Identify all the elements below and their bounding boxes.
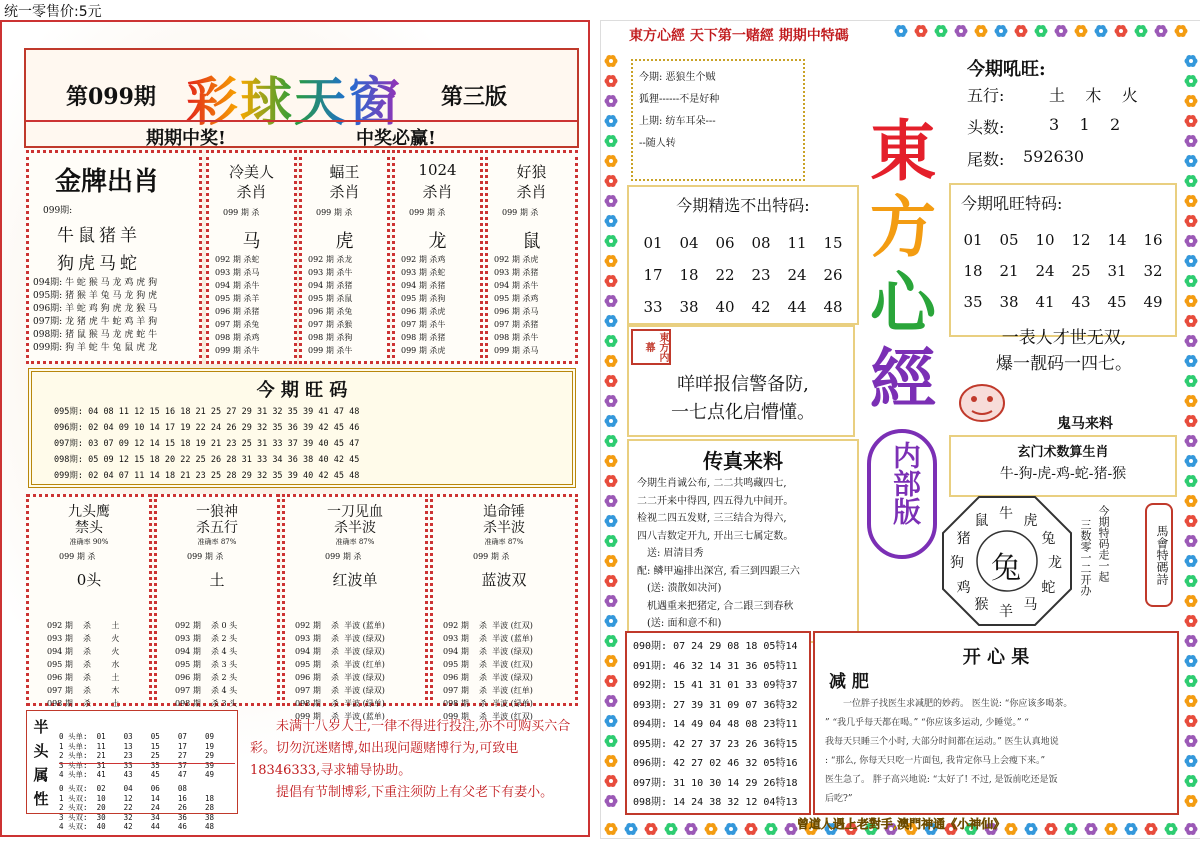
kill-col-sub: 099 期 杀 xyxy=(502,208,539,217)
bottom-row: 096 期 杀 半波 (绿双) xyxy=(443,673,533,682)
bagua-zodiac: 牛 xyxy=(999,506,1013,522)
joke-line: 医生急了。 胖子高兴地说: “太好了! 不过, 是饭前吃还是饭 xyxy=(825,775,1058,785)
fax-line: 机遇重来把猪定, 合二跟三到春秋 xyxy=(647,600,794,612)
number-cell: 15 xyxy=(823,234,843,252)
fax-title: 传真来料 xyxy=(703,449,783,473)
bottom-row: 097 期 杀 4 头 xyxy=(175,686,238,695)
wang-box xyxy=(28,368,576,488)
number-cell: 24 xyxy=(787,266,807,284)
bottom-col-title: 一刀见血 xyxy=(327,504,383,520)
kill-col-title: 好狼 xyxy=(516,163,547,181)
number-cell: 35 xyxy=(963,293,983,311)
bottom-row: 093 期 杀 半波 (绿双) xyxy=(295,634,385,643)
bottom-row: 092 期 杀 半波 (蓝单) xyxy=(295,621,385,630)
right-panel xyxy=(600,20,1200,839)
kill-col-1 xyxy=(206,150,297,364)
bottom-col-subtitle: 禁头 xyxy=(75,520,103,536)
bottom-col-subtitle: 杀半波 xyxy=(334,520,376,536)
bottom-col-subtitle: 杀半波 xyxy=(483,520,525,536)
kill-col-answer: 虎 xyxy=(335,231,354,252)
jingxuan-numbers xyxy=(635,227,855,323)
edition-label: 第三版 xyxy=(441,84,508,110)
kill-col-subtitle: 杀肖 xyxy=(329,183,360,201)
history-row: 096期: 42 27 02 46 32 05特16 xyxy=(633,758,798,769)
big-title xyxy=(863,113,943,417)
big-title-char: 經 xyxy=(870,340,936,418)
bagua-zodiac: 兔 xyxy=(1041,530,1056,547)
hou-tou-label: 头数: xyxy=(967,118,1005,137)
bottom-col-subtitle: 杀五行 xyxy=(196,520,238,536)
history-row: 091期: 46 32 14 31 36 05特11 xyxy=(633,660,798,672)
bottom-col-title: 一狼神 xyxy=(196,504,238,520)
kill-row: 096 期 杀猪 xyxy=(215,307,260,316)
number-cell: 06 xyxy=(715,234,735,252)
half-head-char: 头 xyxy=(33,742,49,760)
half-head-char: 属 xyxy=(33,766,49,784)
houte-numbers xyxy=(955,225,1175,318)
bottom-row: 099 期 杀 半波 (红双) xyxy=(443,712,533,721)
kill-row: 097 期 杀牛 xyxy=(401,320,446,329)
joke-line: 后吃?” xyxy=(825,794,853,804)
bottom-row: 097 期 杀 半波 (绿双) xyxy=(295,686,385,695)
bagua-zodiac: 鼠 xyxy=(974,512,989,529)
bagua-zodiac: 马 xyxy=(1023,597,1038,614)
half-head-row: 3 头双: 30 32 34 36 38 xyxy=(59,812,214,822)
hou-wuxing: 土 木 火 xyxy=(1049,86,1138,105)
half-head-row: 1 头单: 11 13 15 17 19 xyxy=(59,741,214,751)
half-head-row: 0 头双: 02 04 06 08 xyxy=(59,784,187,793)
half-head-row: 1 头双: 10 12 14 16 18 xyxy=(59,793,214,803)
number-cell: 04 xyxy=(679,234,699,252)
notice-main: 未满十八岁人士,一律不得进行投注,亦不可购买六合彩。切勿沉迷赌博,如出现问题赌博行为,可致电18346333,寻求辅导协助。 xyxy=(250,719,571,778)
fax-line: 送: 眉清目秀 xyxy=(647,548,704,559)
joke-line: : “那么, 你每天只吃一片面包, 我肯定你马上会瘦下来。” xyxy=(825,756,1046,766)
joke-line: ” “我几乎每天都在喝。” “你应该多运动, 少睡觉。” “ xyxy=(825,718,1029,728)
kill-col-answer: 龙 xyxy=(428,231,447,252)
number-cell: 44 xyxy=(787,298,807,316)
bagua-zodiac: 羊 xyxy=(999,604,1013,620)
bottom-row: 096 期 杀 2 头 xyxy=(175,673,238,682)
joke-title: 开 心 果 xyxy=(962,647,1030,668)
fax-line: 二二开来中得四, 四五得九中间开。 xyxy=(637,495,794,507)
riddle-line: 今期: 恶狼生个贼 xyxy=(639,72,716,83)
poem-line: 爆一靓码一四七。 xyxy=(996,354,1132,374)
kill-col-title: 1024 xyxy=(418,161,457,179)
kill-col-title: 蝠王 xyxy=(329,163,360,181)
dongfang-stamp: 東方内幕 xyxy=(631,329,671,365)
half-head-divider xyxy=(59,763,235,764)
gold-history-row: 097期: 龙 猪 虎 牛 蛇 鸡 羊 狗 xyxy=(33,317,158,327)
guima-label: 鬼马来料 xyxy=(1057,416,1113,432)
bottom-col-answer: 土 xyxy=(209,571,225,589)
hou-wei-label: 尾数: xyxy=(967,150,1005,169)
history-row: 098期: 14 24 38 32 12 04特13 xyxy=(633,797,798,808)
bottom-row: 096 期 杀 土 xyxy=(47,673,120,682)
kill-row: 094 期 杀牛 xyxy=(494,281,539,290)
houte-title: 今期吼旺特码: xyxy=(961,194,1063,213)
bottom-row: 095 期 杀 半波 (红双) xyxy=(443,660,533,669)
number-cell: 11 xyxy=(787,234,807,252)
joke-line: 一位胖子找医生求减肥的妙药。 医生说: “你应该多喝茶。 xyxy=(843,699,1073,709)
joke-subtitle: 减 肥 xyxy=(829,672,869,692)
kill-col-rows xyxy=(308,253,352,357)
kill-row: 097 期 杀兔 xyxy=(215,320,260,329)
half-head-shuang xyxy=(59,765,214,851)
number-cell: 24 xyxy=(1035,262,1055,280)
history-row: 094期: 14 49 04 48 08 23特11 xyxy=(633,719,798,730)
gold-history-row: 096期: 羊 蛇 鸡 狗 虎 龙 猴 马 xyxy=(33,304,158,314)
bottom-row: 094 期 杀 火 xyxy=(47,647,120,656)
bagua-zodiac: 猪 xyxy=(956,530,971,547)
number-cell: 21 xyxy=(999,262,1019,280)
half-head-box xyxy=(26,710,238,831)
bottom-row: 097 期 杀 木 xyxy=(47,686,120,695)
kill-row: 095 期 杀鼠 xyxy=(308,294,353,303)
bottom-row: 092 期 杀 半波 (红双) xyxy=(443,621,533,630)
kill-col-3 xyxy=(392,150,483,364)
bottom-row: 099 期 杀 半波 (蓝单) xyxy=(295,712,385,721)
wang-row: 099期: 02 04 07 11 14 18 21 23 25 28 29 32 35 39 40 42 45 48 xyxy=(54,471,360,481)
bagua-zodiac: 狗 xyxy=(950,555,964,571)
riddle-box xyxy=(631,59,805,181)
number-cell: 40 xyxy=(715,298,735,316)
big-title-char: 東 xyxy=(870,112,936,190)
poem-line: 咩咩报信警备防, xyxy=(677,374,809,395)
half-head-char: 性 xyxy=(33,790,49,808)
big-title-char: 心 xyxy=(870,264,936,342)
logo-title: 彩球天窗 xyxy=(186,60,402,135)
kill-col-answer: 马 xyxy=(242,231,261,252)
left-panel xyxy=(0,20,590,837)
bagua-ring xyxy=(939,493,1075,629)
kill-row: 096 期 杀虎 xyxy=(401,307,446,316)
bagua-zodiac: 虎 xyxy=(1023,512,1038,529)
number-cell: 23 xyxy=(751,266,771,284)
vertical-text-1: 今期特码走一起 xyxy=(1097,505,1110,582)
number-cell: 08 xyxy=(751,234,771,252)
half-head-char: 半 xyxy=(33,718,49,736)
banner-text: 東方心經 天下第一赌經 期期中特碼 xyxy=(629,28,849,44)
wang-title: 今 期 旺 码 xyxy=(256,380,348,401)
fax-lines xyxy=(637,475,800,633)
kill-row: 098 期 杀狗 xyxy=(308,333,353,342)
bottom-col-sub: 099 期 杀 xyxy=(473,552,510,561)
fax-line: 今期生肖诚公布, 二二共鸣藏四七, xyxy=(637,478,787,489)
kill-col-title: 冷美人 xyxy=(228,163,274,181)
kill-row: 097 期 杀猴 xyxy=(308,320,353,329)
bottom-row: 098 期 杀 3 头 xyxy=(175,699,238,708)
bagua-zodiac: 猴 xyxy=(974,597,989,614)
gold-line2: 狗虎马蛇 xyxy=(57,254,141,274)
number-cell: 05 xyxy=(999,231,1019,249)
fax-line: (送: 溃散如决河) xyxy=(647,583,722,594)
number-cell: 18 xyxy=(679,266,699,284)
bottom-col-rate: 准确率 87% xyxy=(197,538,237,546)
number-cell: 10 xyxy=(1035,231,1055,249)
hou-tou: 3 1 2 xyxy=(1049,115,1121,134)
gold-history-row: 098期: 猪 鼠 猴 马 龙 虎 蛇 牛 xyxy=(33,330,158,340)
bottom-row: 093 期 杀 半波 (蓝单) xyxy=(443,634,533,643)
bagua-zodiac: 龙 xyxy=(1048,555,1062,571)
joke-box xyxy=(813,631,1179,815)
kill-row: 099 期 杀虎 xyxy=(401,346,446,355)
kill-col-subtitle: 杀肖 xyxy=(236,183,267,201)
xuanmen-box xyxy=(949,435,1177,497)
slogan-2: 中奖必赢! xyxy=(356,128,436,149)
wang-row: 095期: 04 08 11 12 15 16 18 21 25 27 29 31 32 35 39 41 47 48 xyxy=(54,407,360,417)
number-cell: 43 xyxy=(1071,293,1091,311)
number-cell: 32 xyxy=(1143,262,1163,280)
kill-row: 098 期 杀鸡 xyxy=(215,333,260,342)
history-row: 092期: 15 41 31 01 33 09特37 xyxy=(633,680,798,691)
kill-col-sub: 099 期 杀 xyxy=(316,208,353,217)
kill-row: 098 期 杀猪 xyxy=(401,333,446,342)
kill-row: 092 期 杀鸡 xyxy=(401,255,446,264)
half-head-row: 4 头双: 40 42 44 46 48 xyxy=(59,822,214,831)
kill-row: 098 期 杀牛 xyxy=(494,333,539,342)
bottom-row: 092 期 杀 0 头 xyxy=(175,621,238,630)
poem-line: 一七点化启懵懂。 xyxy=(671,402,815,423)
bottom-row: 093 期 杀 火 xyxy=(47,634,120,643)
hou-wuxing-label: 五行: xyxy=(967,86,1005,105)
joke-line: 我每天只睡三个小时, 大部分时间都在运动。” 医生认真地说 xyxy=(825,737,1059,747)
gold-issue: 099期: xyxy=(43,206,73,216)
number-cell: 38 xyxy=(999,293,1019,311)
kill-col-rows xyxy=(215,253,259,357)
wang-rows xyxy=(54,404,359,484)
half-head-row: 3 头单: 31 33 35 37 39 xyxy=(59,760,214,770)
kill-row: 093 期 杀猪 xyxy=(494,268,539,277)
hou-title: 今期吼旺: xyxy=(967,59,1046,80)
vertical-text-2: 三数零一二开办 xyxy=(1079,519,1092,596)
number-cell: 45 xyxy=(1107,293,1127,311)
notice-sub: 提倡有节制博彩,下重注须防上有父老下有妻小。 xyxy=(276,785,554,800)
number-cell: 33 xyxy=(643,298,663,316)
bottom-col-3 xyxy=(282,494,428,721)
neibu-text: 内部版 xyxy=(889,441,922,525)
bottom-row: 096 期 杀 半波 (绿双) xyxy=(295,673,385,682)
history-row: 090期: 07 24 29 08 18 05特14 xyxy=(633,641,798,652)
riddle-lines xyxy=(639,67,719,155)
number-cell: 14 xyxy=(1107,231,1127,249)
number-cell: 16 xyxy=(1143,231,1163,249)
price-label: 统一零售价:5元 xyxy=(4,4,102,20)
kill-row: 093 期 杀牛 xyxy=(308,268,353,277)
bottom-col-2 xyxy=(154,494,280,706)
fax-line: 检视二四五发财, 三三结合为得六, xyxy=(637,513,787,524)
kill-col-subtitle: 杀肖 xyxy=(422,183,453,201)
kill-col-sub: 099 期 杀 xyxy=(223,208,260,217)
history-box xyxy=(625,631,811,815)
jingxuan-title: 今期精选不出特码: xyxy=(676,196,810,215)
header-box xyxy=(24,48,579,148)
riddle-line: --随人转 xyxy=(639,138,676,149)
kill-row: 094 期 杀猪 xyxy=(401,281,446,290)
bottom-col-1 xyxy=(26,494,152,706)
history-row: 093期: 27 39 31 09 07 36特32 xyxy=(633,699,798,711)
xuanmen-title: 玄门术数算生肖 xyxy=(1017,445,1109,460)
number-cell: 12 xyxy=(1071,231,1091,249)
history-row: 095期: 42 27 37 23 26 36特15 xyxy=(633,738,798,750)
bagua-zodiac: 鸡 xyxy=(956,579,971,596)
hou-wang-box xyxy=(953,51,1175,175)
number-cell: 17 xyxy=(643,266,663,284)
bottom-row: 098 期 杀 半波 (绿单) xyxy=(295,699,385,708)
bottom-col-rate: 准确率 90% xyxy=(69,538,109,546)
gold-line1: 牛鼠猪羊 xyxy=(57,226,141,246)
bottom-row: 095 期 杀 水 xyxy=(47,660,120,669)
bottom-row: 095 期 杀 半波 (红单) xyxy=(295,660,385,669)
number-cell: 49 xyxy=(1143,293,1163,311)
big-title-char: 方 xyxy=(870,188,936,266)
gold-history xyxy=(33,277,157,355)
issue-number: 第099期 xyxy=(66,84,156,110)
wang-row: 098期: 05 09 12 15 18 20 22 25 26 28 31 33 34 36 38 40 42 45 xyxy=(54,455,360,465)
number-cell: 18 xyxy=(963,262,983,280)
kill-col-4 xyxy=(485,150,578,364)
riddle-line: 上期: 纺车耳朵--- xyxy=(639,116,716,127)
bottom-col-sub: 099 期 杀 xyxy=(187,552,224,561)
poem-mid xyxy=(631,371,855,427)
poem-line: 一表人才世无双, xyxy=(1001,328,1127,348)
number-cell: 22 xyxy=(715,266,735,284)
kill-row: 094 期 杀牛 xyxy=(215,281,260,290)
slogan-bar xyxy=(26,120,577,150)
bottom-row: 097 期 杀 半波 (红单) xyxy=(443,686,533,695)
bottom-row: 094 期 杀 4 头 xyxy=(175,647,238,656)
bottom-col-answer: 蓝波双 xyxy=(481,571,527,589)
kill-col-sub: 099 期 杀 xyxy=(409,208,446,217)
kill-col-2 xyxy=(299,150,390,364)
bottom-col-answer: 红波单 xyxy=(332,571,378,589)
bottom-col-title: 追命锤 xyxy=(483,504,525,520)
number-cell: 25 xyxy=(1071,262,1091,280)
kill-columns xyxy=(206,150,578,364)
kill-row: 097 期 杀猪 xyxy=(494,320,539,329)
bottom-row: 098 期 杀 半波 (绿单) xyxy=(443,699,533,708)
gold-history-row: 095期: 猪 猴 羊 兔 马 龙 狗 虎 xyxy=(33,291,158,301)
history-rows xyxy=(633,637,798,813)
slogan-1: 期期中奖! xyxy=(146,128,226,149)
kill-row: 092 期 杀蛇 xyxy=(215,255,260,264)
bagua-center: 兔 xyxy=(991,551,1021,586)
kill-col-rows xyxy=(401,253,445,357)
wang-row: 097期: 03 07 09 12 14 15 18 19 21 23 25 31 33 37 39 40 45 47 xyxy=(54,439,360,449)
bottom-row: 094 期 杀 半波 (绿双) xyxy=(295,647,385,656)
kill-row: 096 期 杀兔 xyxy=(308,307,353,316)
bottom-row: 095 期 杀 3 头 xyxy=(175,660,238,669)
neibu-badge xyxy=(867,429,937,559)
gold-history-row: 094期: 牛 蛇 猴 马 龙 鸡 虎 狗 xyxy=(33,278,158,288)
half-head-row: 0 头单: 01 03 05 07 09 xyxy=(59,732,214,741)
fax-line: (送: 面和意不和) xyxy=(647,618,722,629)
bottom-row: 098 期 杀 土 xyxy=(47,699,120,708)
number-cell: 41 xyxy=(1035,293,1055,311)
kill-row: 095 期 杀羊 xyxy=(215,294,260,303)
mahui-badge: 馬會特碼詩 xyxy=(1145,503,1173,607)
fax-line: 四八吉数定开九, 开出三七属定数。 xyxy=(637,530,794,542)
kill-row: 094 期 杀猪 xyxy=(308,281,353,290)
jingxuan-box xyxy=(627,185,859,325)
half-head-row: 2 头单: 21 23 25 27 29 xyxy=(59,751,214,760)
bottom-col-title: 九头鹰 xyxy=(68,504,110,520)
bottom-col-answer: 0头 xyxy=(76,571,102,589)
gold-title: 金牌出肖 xyxy=(55,167,160,197)
kill-row: 099 期 杀牛 xyxy=(215,346,260,355)
kill-col-rows xyxy=(494,253,538,357)
bottom-row: 092 期 杀 土 xyxy=(47,621,120,630)
number-cell: 48 xyxy=(823,298,843,316)
kill-row: 096 期 杀马 xyxy=(494,307,539,316)
kill-row: 093 期 杀蛇 xyxy=(401,268,446,277)
xuanmen-list: 牛-狗-虎-鸡-蛇-猪-猴 xyxy=(999,466,1127,482)
kill-row: 099 期 杀马 xyxy=(494,346,539,355)
riddle-line: 狐狸------不是好种 xyxy=(639,94,720,105)
bagua-zodiac: 蛇 xyxy=(1041,579,1056,596)
poem-right xyxy=(953,325,1175,377)
number-cell: 42 xyxy=(751,298,771,316)
number-cell: 38 xyxy=(679,298,699,316)
kill-row: 093 期 杀马 xyxy=(215,268,260,277)
kill-col-subtitle: 杀肖 xyxy=(516,183,547,201)
number-cell: 31 xyxy=(1107,262,1127,280)
gold-history-row: 099期: 狗 羊 蛇 牛 兔 鼠 虎 龙 xyxy=(33,343,158,353)
notice-text xyxy=(250,716,572,804)
bottom-row: 093 期 杀 2 头 xyxy=(175,634,238,643)
kill-col-answer: 鼠 xyxy=(522,231,541,252)
tiger-icon xyxy=(957,381,1007,425)
number-cell: 26 xyxy=(823,266,843,284)
joke-text xyxy=(825,695,1072,809)
bottom-col-sub: 099 期 杀 xyxy=(325,552,362,561)
kill-row: 092 期 杀龙 xyxy=(308,255,353,264)
bagua-wheel xyxy=(939,493,1075,629)
bottom-columns xyxy=(26,494,578,721)
kill-row: 099 期 杀牛 xyxy=(308,346,353,355)
bottom-col-4 xyxy=(430,494,578,721)
hou-wei: 592630 xyxy=(1023,147,1085,166)
gold-box xyxy=(26,150,202,364)
fax-box xyxy=(627,439,859,643)
kill-row: 095 期 杀狗 xyxy=(401,294,446,303)
wang-row: 096期: 02 04 09 10 14 17 19 22 24 26 29 32 35 36 39 42 45 46 xyxy=(54,423,360,433)
bottom-row: 094 期 杀 半波 (绿双) xyxy=(443,647,533,656)
half-head-row: 2 头双: 20 22 24 26 28 xyxy=(59,803,214,812)
houte-box xyxy=(949,183,1177,337)
kill-row: 095 期 杀鸡 xyxy=(494,294,539,303)
fax-line: 配: 鳞甲遍排出深宫, 看三到四跟三六 xyxy=(637,565,800,577)
number-cell: 01 xyxy=(963,231,983,249)
kill-row: 092 期 杀虎 xyxy=(494,255,539,264)
bottom-col-rate: 准确率 87% xyxy=(335,538,375,546)
bottom-col-sub: 099 期 杀 xyxy=(59,552,96,561)
half-head-label xyxy=(31,715,51,811)
footer-text: 曾道人遇上老對手,澳門神通《小神仙》 xyxy=(796,817,1006,831)
half-head-row: 4 头单: 41 43 45 47 49 xyxy=(59,770,214,779)
history-row: 097期: 31 10 30 14 29 26特18 xyxy=(633,777,798,789)
number-cell: 01 xyxy=(643,234,663,252)
bottom-col-rate: 准确率 87% xyxy=(484,538,524,546)
